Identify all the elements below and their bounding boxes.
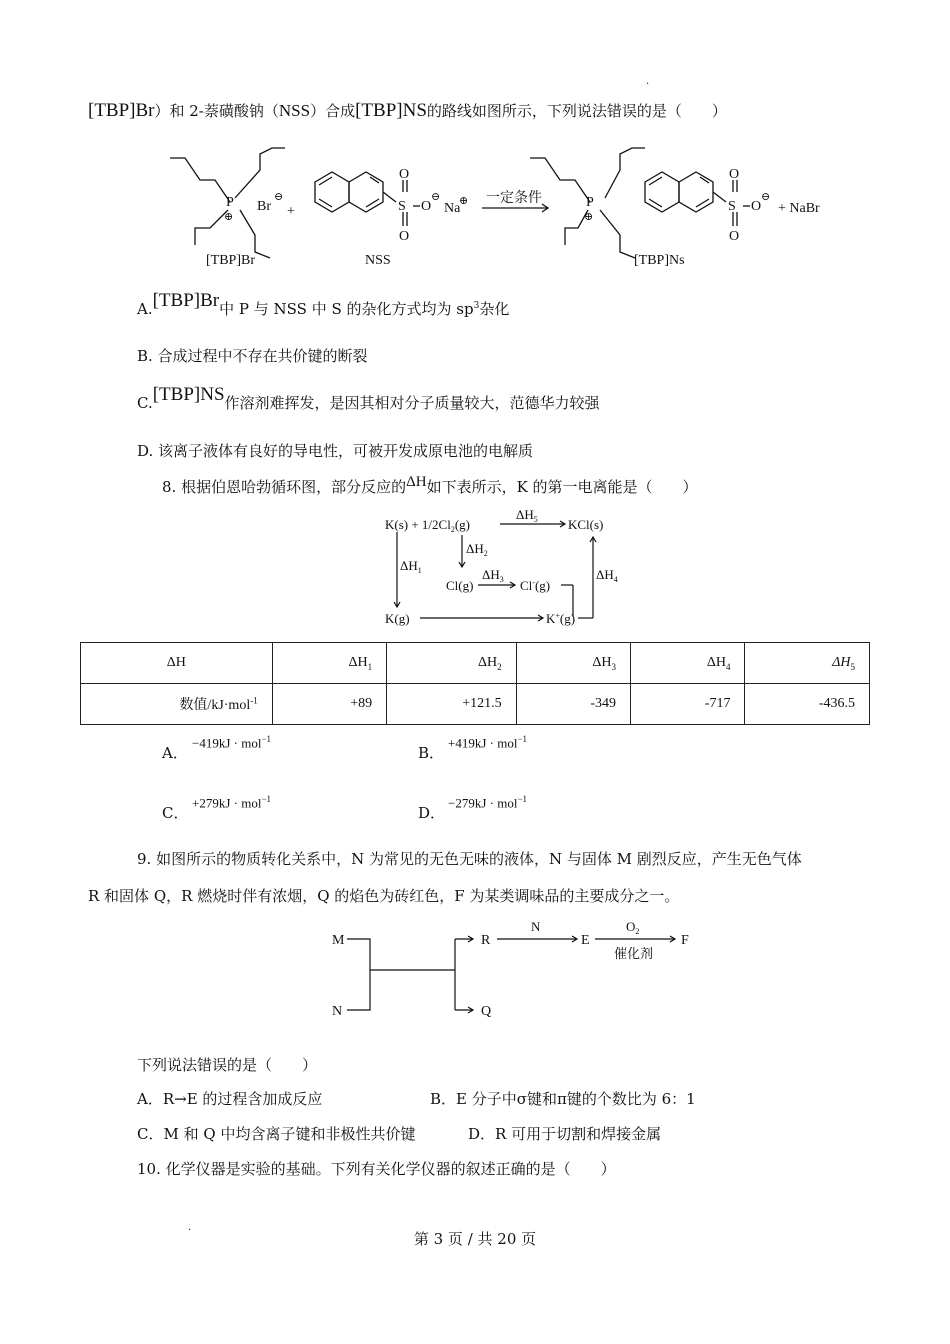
q10-stem: 10. 化学仪器是实验的基础。下列有关化学仪器的叙述正确的是（ ） [137,1160,616,1178]
svg-text:O: O [751,199,762,214]
q9-option-d: D．R 可用于切割和焊接金属 [468,1125,662,1143]
naphthalene-ring [315,172,349,212]
svg-text:+: + [287,204,295,219]
svg-text:O: O [729,229,740,244]
svg-text:ΔH3: $\Delta H_3$ [482,567,504,584]
node-q: Q [481,1004,492,1019]
q7-option-c: C.[TBP]NS作溶剂难挥发，是因其相对分子质量较大，范德华力较强 [137,384,600,412]
svg-text:O: O [399,229,410,244]
q8-option-d: D． [418,804,446,822]
sodium-label: Na [444,201,461,216]
q8-option-a: A． [162,744,188,762]
delta-h-table [80,642,870,725]
page-footer: 第 3 页 / 共 20 页 [413,1230,537,1248]
svg-text:ΔH1: $\Delta H_1$ [400,558,422,575]
q9-ask: 下列说法错误的是（ ） [137,1056,318,1074]
svg-text:⊖: ⊖ [431,191,441,203]
svg-text:⊖: ⊖ [274,191,284,203]
q7-option-b: B. 合成过程中不存在共价键的断裂 [137,347,368,365]
svg-text:O: O [421,199,432,214]
q8-stem: 8. 根据伯恩哈勃循环图，部分反应的ΔH如下表所示，K 的第一电离能是（ ） [162,474,698,496]
node-r: R [481,933,491,948]
node-n: N [332,1004,343,1019]
kcl-label: KCl(s) [568,517,604,532]
svg-text:O2: $O_2$ [626,919,640,936]
svg-text:O: O [399,167,410,182]
tbpbr-formula: [TBP]Br [88,100,155,121]
tbpns-formula: [TBP]NS [355,100,427,121]
svg-text:ΔH4: $\Delta H_4$ [596,567,618,584]
bromide-label: Br [257,199,271,214]
svg-text:⊖: ⊖ [761,191,771,203]
butyl-chain [170,158,230,202]
svg-text:K(g): K(g) [385,611,410,626]
butyl-chain [240,210,270,258]
svg-text:Cl(g): Cl(g) [446,578,474,593]
node-e: E [581,933,590,948]
svg-text:⊕: ⊕ [224,211,234,223]
nss-formula: NSS [278,101,311,120]
table-row: 数值/kJ·mol$^{-1}$ +89 +121.5 -349 -717 -436.5 [81,684,870,725]
q7-option-a: A.[TBP]Br中 P 与 NSS 中 S 的杂化方式均为 $sp^3$杂化 [137,290,510,318]
q9-stem-line2: R 和固体 Q，R 燃烧时伴有浓烟，Q 的焰色为砖红色，F 为某类调味品的主要成分之一。 [88,887,680,905]
table-header-row: ΔH $\Delta H_1$ $\Delta H_2$ $\Delta H_3$ $\Delta H_4$ $\Delta H_5$ [81,643,870,684]
reaction-condition: 一定条件 [486,191,542,206]
transformation-diagram [325,915,705,1025]
node-m: M [332,933,345,948]
svg-text:催化剂: 催化剂 [614,946,654,961]
sulfur-label: S [398,199,406,214]
product-caption: [TBP]Ns [634,253,685,268]
svg-text:P: P [586,195,594,210]
q7-option-d: D. 该离子液体有良好的导电性，可被开发成原电池的电解质 [137,442,534,460]
svg-text:ΔH2: $\Delta H_2$ [466,541,488,558]
q8-option-b: B． [418,744,445,762]
node-f: F [681,933,689,948]
svg-text:⊕: ⊕ [459,195,469,207]
svg-text:Cl-(g): Cl-(g) [520,578,551,593]
born-haber-cycle [380,505,640,633]
reaction-scheme [160,140,840,275]
reactant1-caption: [TBP]Br [206,253,255,268]
svg-text:K+(g): K+(g) [546,611,576,626]
reactant2-caption: NSS [365,253,391,268]
document-page: . [TBP]Br）和 2-萘磺酸钠（NSS）合成[TBP]NS的路线如图所示，下列说法错误的是（ ） P ⊕ Br ⊖ + S O O O ⊖ Na ⊕ 一定条件 P ⊕ S O O O ⊖ + NaBr [TBP]Br NSS [TBP]Ns A.[TBP]Br中 P 与 NSS 中 S 的杂化方式均为 $sp^3$杂化 B. 合成过程中不存在共价键的断裂 C.[TBP]NS作溶剂难挥发，是因其相对分子质量较大，范德华力较强 D. 该离子液体有良好的导电性，可被开发成原电池的电解质 8. 根据伯恩哈勃循环图，部分反应的ΔH如下表所示，K 的第一电离能是（ ） $K(s) + 1/2Cl_2(g)$ KCl(s) $\Delta H_5$ $\Delta H_1$ $\Delta H_2$ Cl(g) $\Delta H_3$ Cl-(g) $\Delta H_4$ K(g) K+(g) ΔH $\Delta H_1$ $\Delta H_2$ $\Delta H_3$ $\Delta H_4$ $\Delta H_5$ 数值/kJ·mol$^{-1}$ +89 +121.5 -349 -717 -436.5 A． −419kJ · mol$^{-1}$ B． +419kJ · mol$^{-1}$ C． +279kJ · mol$^{-1}$ D． −279kJ · mol$^{-1}$ 9. 如图所示的物质转化关系中，N 为常见的无色无味的液体，N 与固体 M 剧烈反应，产生无色气体 R 和固体 Q，R 燃烧时伴有浓烟，Q 的焰色为砖红色，F 为某类调味品的主要成分之一。 M N R Q E F N $O_2$ 催化剂 下列说法错误的是（ ） A．R→E 的过程含加成反应 B．E 分子中σ键和π键的个数比为 6：1 C．M 和 Q 中均含离子键和非极性共价键 D．R 可用于切割和焊接金属 10. 化学仪器是实验的基础。下列有关化学仪器的叙述正确的是（ ） . 第 3 页 / 共 20 页 [0,0,950,1344]
svg-text:K(s) + 1/2Cl2(g): $K(s) + 1/2Cl_2(g)$ [385,517,471,534]
svg-text:ΔH5: $\Delta H_5$ [516,507,538,524]
svg-text:S: S [728,199,736,214]
nabr-label: + NaBr [778,201,820,216]
svg-text:⊕: ⊕ [584,211,594,223]
q9-option-c: C．M 和 Q 中均含离子键和非极性共价键 [137,1125,416,1143]
q9-stem-line1: 9. 如图所示的物质转化关系中，N 为常见的无色无味的液体，N 与固体 M 剧烈反应，产生无色气体 [137,850,802,868]
q7-intro: [TBP]Br）和 2-萘磺酸钠（NSS）合成[TBP]NS的路线如图所示，下列说法错误的是（ ） [88,100,727,121]
q9-option-b: B．E 分子中σ键和π键的个数比为 6：1 [430,1090,696,1108]
phosphorus-label: P [226,195,234,210]
naphthalene-ring [349,172,383,212]
svg-text:N: N [531,919,541,934]
q8-option-c: C． [162,804,189,822]
q9-option-a: A．R→E 的过程含加成反应 [137,1090,323,1108]
svg-text:O: O [729,167,740,182]
